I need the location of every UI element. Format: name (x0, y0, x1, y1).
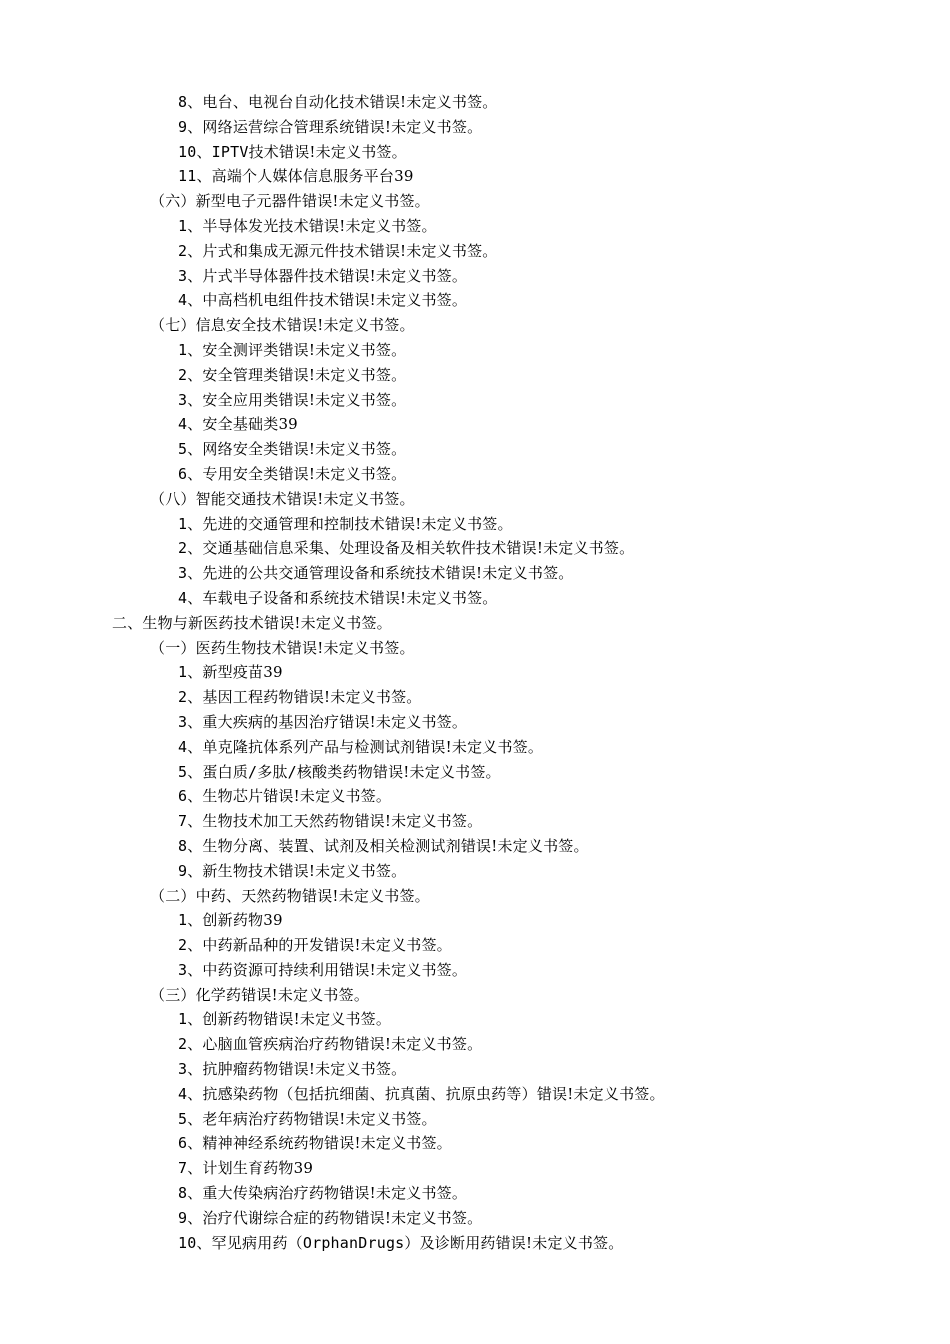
toc-entry-title: 2、中药新品种的开发 (178, 936, 325, 955)
toc-entry[interactable] (0, 1131, 950, 1156)
toc-entry-page-ref: 错误!未定义书签。 (264, 613, 392, 632)
toc-entry-page-ref: 39 (293, 1159, 314, 1178)
toc-entry[interactable] (0, 933, 950, 958)
toc-entry-title: （六）新型电子元器件 (150, 192, 303, 211)
toc-entry[interactable] (0, 115, 950, 140)
toc-entry-page-ref: 错误!未定义书签。 (278, 440, 407, 459)
toc-entry[interactable] (0, 958, 950, 983)
toc-entry[interactable] (0, 412, 950, 437)
toc-entry-page-ref: 错误!未定义书签。 (354, 1208, 483, 1227)
toc-entry-page-ref: 错误!未定义书签。 (279, 142, 407, 161)
toc-entry-page-ref: 错误!未定义书签。 (354, 812, 483, 831)
toc-entry-page-ref: 错误!未定义书签。 (339, 712, 468, 731)
toc-entry-page-ref: 错误!未定义书签。 (286, 489, 415, 508)
toc-entry[interactable] (0, 1206, 950, 1231)
toc-entry-title: 3、抗肿瘤药物 (178, 1060, 279, 1079)
toc-entry[interactable] (0, 660, 950, 685)
toc-entry[interactable] (0, 338, 950, 363)
toc-entry-title: 2、安全管理类 (178, 365, 279, 384)
toc-entry-page-ref: 错误!未定义书签。 (324, 936, 452, 955)
toc-entry-title: 5、老年病治疗药物 (178, 1109, 309, 1128)
toc-entry-title: 8、重大传染病治疗药物 (178, 1184, 340, 1203)
toc-entry-title: 1、半导体发光技术 (178, 216, 309, 235)
toc-entry-title: 1、创新药物 (178, 1010, 264, 1029)
toc-entry-page-ref: 错误!未定义书签。 (339, 1184, 468, 1203)
toc-entry[interactable] (0, 189, 950, 214)
toc-entry-title: 11、高端个人媒体信息服务平台 (178, 167, 395, 186)
toc-entry-page-ref: 错误!未定义书签。 (278, 340, 407, 359)
toc-entry-title: 5、网络安全类 (178, 440, 279, 459)
toc-entry-page-ref: 错误!未定义书签。 (278, 464, 407, 483)
toc-entry-page-ref: 39 (278, 415, 298, 434)
toc-entry[interactable] (0, 859, 950, 884)
toc-entry-title: 6、专用安全类 (178, 464, 279, 483)
toc-entry-page-ref: 错误!未定义书签。 (495, 1233, 624, 1252)
toc-entry[interactable] (0, 1156, 950, 1181)
toc-entry[interactable] (0, 1107, 950, 1132)
toc-entry-title: 1、安全测评类 (178, 340, 279, 359)
toc-entry-title: （七）信息安全技术 (150, 316, 287, 335)
toc-entry-title: 7、计划生育药物 (178, 1159, 294, 1178)
toc-entry-page-ref: 错误!未定义书签。 (324, 1134, 452, 1153)
toc-entry-title: 4、单克隆抗体系列产品与检测试剂 (178, 737, 416, 756)
toc-entry[interactable] (0, 90, 950, 115)
toc-entry-page-ref: 错误!未定义书签。 (278, 390, 407, 409)
toc-entry-page-ref: 错误!未定义书签。 (302, 886, 430, 905)
toc-entry-title: 4、安全基础类 (178, 415, 279, 434)
toc-entry-title: 3、重大疾病的基因治疗 (178, 712, 340, 731)
toc-entry[interactable] (0, 1082, 950, 1107)
toc-entry-title: 6、精神神经系统药物 (178, 1134, 325, 1153)
toc-entry[interactable] (0, 834, 950, 859)
toc-entry-title: 10、IPTV技术 (178, 142, 279, 161)
toc-entry[interactable] (0, 239, 950, 264)
toc-entry[interactable] (0, 264, 950, 289)
toc-entry-page-ref: 错误!未定义书签。 (354, 117, 483, 136)
toc-entry[interactable] (0, 536, 950, 561)
table-of-contents (0, 90, 950, 1255)
toc-entry-title: 3、安全应用类 (178, 390, 279, 409)
toc-entry-title: 4、抗感染药物（包括抗细菌、抗真菌、抗原虫药等） (178, 1084, 537, 1103)
toc-entry-page-ref: 错误!未定义书签。 (372, 762, 501, 781)
toc-entry-page-ref: 39 (394, 167, 414, 186)
toc-entry-page-ref: 错误!未定义书签。 (286, 638, 415, 657)
toc-entry-page-ref: 错误!未定义书签。 (460, 836, 589, 855)
toc-entry-page-ref: 错误!未定义书签。 (369, 241, 498, 260)
toc-entry-title: 9、治疗代谢综合症的药物 (178, 1208, 355, 1227)
toc-entry[interactable] (0, 884, 950, 909)
toc-entry-title: （二）中药、天然药物 (150, 886, 303, 905)
toc-entry[interactable] (0, 561, 950, 586)
toc-entry[interactable] (0, 1032, 950, 1057)
toc-entry-page-ref: 错误!未定义书签。 (302, 192, 430, 211)
toc-entry-title: 9、网络运营综合管理系统 (178, 117, 355, 136)
toc-entry-title: 4、车载电子设备和系统技术 (178, 588, 370, 607)
toc-entry-title: （八）智能交通技术 (150, 489, 287, 508)
toc-entry[interactable] (0, 784, 950, 809)
toc-entry-title: 2、交通基础信息采集、处理设备及相关软件技术 (178, 539, 507, 558)
toc-entry-title: 3、中药资源可持续利用 (178, 960, 340, 979)
toc-entry-page-ref: 39 (263, 663, 283, 682)
toc-entry[interactable] (0, 462, 950, 487)
toc-entry-title: 1、创新药物 (178, 911, 264, 930)
toc-entry[interactable] (0, 760, 950, 785)
toc-entry-title: 5、蛋白质/多肽/核酸类药物 (178, 762, 373, 781)
toc-entry-title: 4、中高档机电组件技术 (178, 291, 340, 310)
toc-entry-title: 2、片式和集成无源元件技术 (178, 241, 370, 260)
toc-entry[interactable] (0, 512, 950, 537)
toc-entry[interactable] (0, 1057, 950, 1082)
toc-entry-page-ref: 错误!未定义书签。 (263, 1010, 392, 1029)
toc-entry-title: 3、先进的公共交通管理设备和系统技术 (178, 564, 446, 583)
toc-entry-page-ref: 错误!未定义书签。 (445, 564, 574, 583)
toc-entry[interactable] (0, 437, 950, 462)
toc-entry-page-ref: 错误!未定义书签。 (506, 539, 635, 558)
toc-entry-page-ref: 错误!未定义书签。 (339, 266, 468, 285)
toc-entry-page-ref: 错误!未定义书签。 (308, 1109, 437, 1128)
toc-entry[interactable] (0, 685, 950, 710)
toc-entry[interactable] (0, 363, 950, 388)
toc-entry-page-ref: 39 (263, 911, 283, 930)
toc-entry[interactable] (0, 611, 950, 636)
toc-entry-title: 6、生物芯片 (178, 787, 264, 806)
toc-entry-page-ref: 错误!未定义书签。 (278, 861, 407, 880)
toc-entry[interactable] (0, 288, 950, 313)
toc-entry[interactable] (0, 908, 950, 933)
toc-entry-page-ref: 错误!未定义书签。 (354, 1035, 483, 1054)
toc-entry[interactable] (0, 214, 950, 239)
toc-entry-page-ref: 错误!未定义书签。 (293, 688, 422, 707)
toc-entry-page-ref: 错误!未定义书签。 (308, 216, 437, 235)
toc-entry-title: 8、生物分离、装置、试剂及相关检测试剂 (178, 836, 461, 855)
toc-entry-page-ref: 错误!未定义书签。 (369, 588, 498, 607)
toc-entry-page-ref: 错误!未定义书签。 (339, 291, 468, 310)
toc-entry[interactable] (0, 710, 950, 735)
toc-entry-title: 2、心脑血管疾病治疗药物 (178, 1035, 355, 1054)
toc-entry-page-ref: 错误!未定义书签。 (369, 93, 498, 111)
toc-entry-page-ref: 错误!未定义书签。 (278, 1060, 407, 1079)
toc-entry-title: 二、生物与新医药技术 (112, 613, 265, 632)
toc-entry-title: 1、新型疫苗 (178, 663, 264, 682)
toc-entry[interactable] (0, 1181, 950, 1206)
toc-entry[interactable] (0, 636, 950, 661)
toc-entry[interactable] (0, 809, 950, 834)
toc-entry[interactable] (0, 983, 950, 1008)
toc-entry-page-ref: 错误!未定义书签。 (536, 1084, 665, 1103)
toc-entry-title: 9、新生物技术 (178, 861, 279, 880)
toc-entry-page-ref: 错误!未定义书签。 (339, 960, 468, 979)
toc-entry-title: 10、罕见病用药（OrphanDrugs）及诊断用药 (178, 1233, 496, 1252)
toc-entry[interactable] (0, 164, 950, 189)
toc-entry-page-ref: 错误!未定义书签。 (263, 787, 392, 806)
toc-entry-title: 2、基因工程药物 (178, 688, 294, 707)
toc-entry[interactable] (0, 586, 950, 611)
toc-entry-page-ref: 错误!未定义书签。 (286, 316, 415, 335)
toc-entry-title: 3、片式半导体器件技术 (178, 266, 340, 285)
toc-entry-title: 1、先进的交通管理和控制技术 (178, 514, 385, 533)
toc-entry-page-ref: 错误!未定义书签。 (384, 514, 513, 533)
toc-entry[interactable] (0, 140, 950, 165)
toc-entry[interactable] (0, 313, 950, 338)
toc-entry[interactable] (0, 487, 950, 512)
toc-entry-title: （三）化学药 (150, 985, 242, 1004)
toc-entry-page-ref: 错误!未定义书签。 (241, 985, 370, 1004)
toc-entry-page-ref: 错误!未定义书签。 (415, 737, 544, 756)
toc-entry-title: 7、生物技术加工天然药物 (178, 812, 355, 831)
toc-entry-page-ref: 错误!未定义书签。 (278, 365, 407, 384)
toc-entry[interactable] (0, 1231, 950, 1256)
toc-entry-title: （一）医药生物技术 (150, 638, 287, 657)
toc-entry[interactable] (0, 388, 950, 413)
toc-entry[interactable] (0, 735, 950, 760)
toc-entry[interactable] (0, 1007, 950, 1032)
toc-entry-title: 8、电台、电视台自动化技术 (178, 93, 370, 111)
